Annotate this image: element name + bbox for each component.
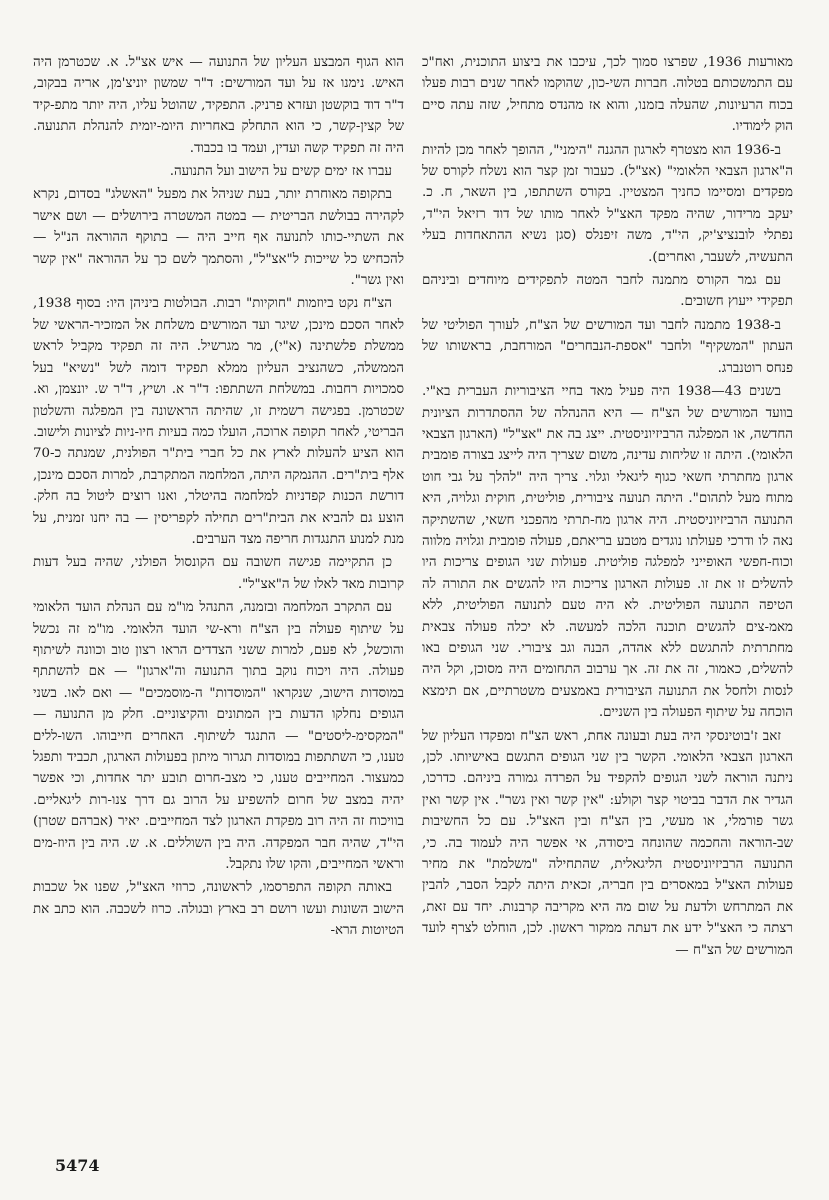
paragraph: מאורעות 1936, שפרצו סמוך לכך, עיכבו את ביצוע התוכנית, ואח"כ עם התמשכותם בטלוה. חברות השי-כון, שהוקמו לאחר שנים רבות פעלו בכוח הרעיונות, שהעלה בזמנו, והוא אז מהנדס מתחיל, שזה עתה סיים הוק לימודיו. [422, 55, 793, 135]
text-column-right [422, 52, 793, 1137]
paragraph: בשנים 43—1938 היה פעיל מאד בחיי הציבוריות העברית בא"י. בוועד המורשים של הצ"ח — היא ההנהלה של ההסתדרות הציונית החדשה, או המפלגה הרביזיוניסטית. ייצג בה את "אצ"ל" (הארגון הצבאי הלאומי). היתה זו שליחות עדינה, משום שצריך היה לייצג בצורה פומבית ארגון מחתרתי חשאי כגוף ליגאלי וגלוי. צריך היה "להלך על גבי חוט מתוח מעל לתהום". היתה תנועה ציבורית, פוליטית, חוקית וגלויה, היא התנועה הרביזיוניסטית. היה ארגון מח-תרתי מהפכני חשאי, שהשתיקה נאה לו ודרכי פעולתו נוגדים מטבע בריאתם, פעולה פומבית וגלויה מלווה וכוח-חפשי האופייני למפלגה פוליטית. פעולות שני הגופים צריכות היו להשלים זו את זו. פעולות הארגון צריכות היו להגשים את התורה לה הטיפה התנועה הפוליטית. לא היה טעם לתנועה הפוליטית, ללא מאמ-צים להגשים תוכנה הלכה למעשה. לא יכלה פעולה צבאית מחתרתית להתגשם ללא אהדה, הבנה וגב ציבורי. שני הגופים באו להשלים, כאמור, זה את זה. אך ערבוב התחומים היה מסוכן, וקל היה לנסות ולחסל את התנועה הציבורית באמצעים משטרתיים, אם תימצא הוכחה על שיתוף הפעולה בין השניים. [422, 384, 793, 721]
paragraph: עם גמר הקורס מתמנה לחבר המטה לתפקידים מיוחדים וביניהם תפקידי ייעוץ חשובים. [422, 273, 793, 310]
paragraph: כן התקיימה פגישה חשובה עם הקונסול הפולני, שהיה בעל דעות קרובות מאד לאלו של ה"אצ"ל". [33, 555, 404, 592]
paragraph: עברו אז ימים קשים על הישוב ועל התנועה. [169, 164, 392, 180]
paragraph: עם התקרב המלחמה ובזמנה, התנהל מו"מ עם הנהלת הועד הלאומי על שיתוף פעולה בין הצ"ח ורא-שי הועד הלאומי. מו"מ זה נכשל והוכשל, לא פעם, למרות ששני הצדדים הראו רצון טוב וכוונה לשיתוף פעולה. היה ויכוח נוקב בתוך התנועה וה"ארגון" — אם להשתתף במוסדות הישוב, שנקראו "המוסדות" ה-מוסמכים" — ואם לאו. בשני הגופים נחלקו הדעות בין המתונים והקיצוניים. חלק מן התנועה — "המקסימ-ליסטים" — התנגד לשיתוף. האחרים חייבוהו. השו-ללים טענו, כי השתתפות במוסדות תגרור מיתון בפעולות הארגון, תכביד ותפגל כמעצור. המחייבים טענו, כי מצב-חרום תובע יתר אחדות, וכי אפשר יהיה במצב של חרום להשפיע על הרוב גם דרך צנו-רות ליגאליים. בוויכוח זה היה רוב מפקדת הארגון לצד המחייבים. יאיר (אברהם שטרן) הי"ד, שהיה חבר המפקדה. היה בין השוללים. א. ש. היה בין היוז-מים וראשי המחייבים, והקו שלו נתקבל. [33, 600, 404, 873]
paragraph: הוא הגוף המבצע העליון של התנועה — איש אצ"ל. א. שכטרמן היה האיש. נימנו אז על ועד המורשים: ד"ר שמשון יוניצ'מן, אריה בבקוב, ד"ר דוד בוקשטן ועזרא פרניק. התפקיד, שהוטל עליו, היה יותר מתפ-קיד של קצין-קשר, כי הוא התחלק באחריות היומ-יומית להנהלת התנועה. היה זה תפקיד קשה ועדין, ועמד בו בכבוד. [33, 55, 404, 156]
paragraph: ב-1936 הוא מצטרף לארגון ההגנה "הימני", ההופך לאחר מכן להיות ה"ארגון הצבאי הלאומי" (אצ"ל). כעבור זמן קצר הוא נשלח לקורס של מפקדים ומסיימו כחניך המצטיין. בקורס השתתפו, בין השאר, ח. כ. יעקב מרידור, שהיה מפקד האצ"ל לאחר מותו של דוד רזיאל הי"ד, נפתלי לובנציצ'יק, הי"ד, משה זיפנלס (סגן נשיא ההתאחדות בעלי התעשיה, לשעבר, ואחרים). [422, 142, 793, 265]
paragraph: באותה תקופה התפרסמו, לראשונה, כרוזי האצ"ל, שפנו אל שכבות הישוב השונות ועשו רושם רב בארץ ובגולה. כרוז לשכבה. הוא כתב את הטיוטות הרא- [33, 880, 404, 939]
page-number: 5474 [55, 1156, 100, 1175]
paragraph: הצ"ח נקט ביוזמות "חוקיות" רבות. הבולטות ביניהן היו: בסוף 1938, לאחר הסכם מינכן, שיגר ועד המורשים משלחת אל המזכיר-הראשי של ממשלת פלשתינה (א"י), מר מגרשיל. היה זה תפקיד מקביל לראש הממשלה, כשהנציב העליון ממלא תפקיד דומה לשל "נשיא" בעל סמכויות רחבות. במשלחת השתתפו: ד"ר א. ושיץ, ד"ר ש. יונצמן, וא. שכטרמן. בפגישה רשמית זו, שהיתה הראשונה בין המפלגה והשלטון הבריטי, לאחר תקופה ארוכה, הועלו כמה בעיות חיו-ניות לציונות ולישוב. הוא הציע להעלות לארץ את כל חברי בית"ר הפולנית, שמנתה כ-70 אלף בית"רים. ההנמקה היתה, המלחמה המתקרבת, למרות הסכם מינכן, דורשת הכנות קפדניות למלחמה בהיטלר, ואנו רוצים ליטול בה חלק. הוצע גם להביא את הבית"רים תחילה לקפריסין — בה יחנו זמנית, על מנת למנוע התנגדות חריפה מצד הערבים. [33, 296, 404, 547]
paragraph: זאב ז'בוטינסקי היה בעת ובעונה אחת, ראש הצ"ח ומפקדו העליון של הארגון הצבאי הלאומי. הקשר בין שני הגופים התגשם באישיותו. לכן, ניתנה הוראה לשני הגופים להקפיד על הפרדה גמורה ביניהם. כדרכו, הגדיר את הדבר בביטוי קצר וקולע: "אין קשר ואין גשר". אין קשר ואין גשר פורמלי, או מעשי, בין הצ"ח ובין האצ"ל. עם כל החשיבות שב-הוראה והחכמה שהונחה ביסודה, אי אפשר היה לעמוד בה. כי, התנועה הרביזיוניסטית הליגאלית, שהתחילה "משלמת" את מחיר פעולות האצ"ל במאסרים בין חבריה, זכאית היתה לקבל הסבר, להבין את המתרחש ולדעת על שום מה היא מקריבה קרבנות. יחד עם זאת, רצתה כי האצ"ל ידע את דעתה ממקור ראשון. לכן, הוחלט לצרף לועד המורשים של הצ"ח — [422, 728, 793, 958]
paragraph: בתקופה מאוחרת יותר, בעת שניהל את מפעל "האשלג" בסדום, נקרא לקהירה בבולשת הבריטית — במטה המשטרה בירושלים — ושם אישר את השתיי-כותו לתנועה אף חייב היה — בתוקף ההוראה הנ"ל — להכחיש כל שייכות ל"אצ"ל", והסתמך לשם כך על ההוראה "אין קשר ואין גשר". [33, 187, 404, 289]
text-column-left [33, 52, 404, 1137]
paragraph: ב-1938 מתמנה לחבר ועד המורשים של הצ"ח, לעורך הפוליטי של העתון "המשקיף" ולחבר "אספת-הנבחרים" המורחבת, בראשותו של פנחס רוטנברג. [422, 317, 793, 376]
